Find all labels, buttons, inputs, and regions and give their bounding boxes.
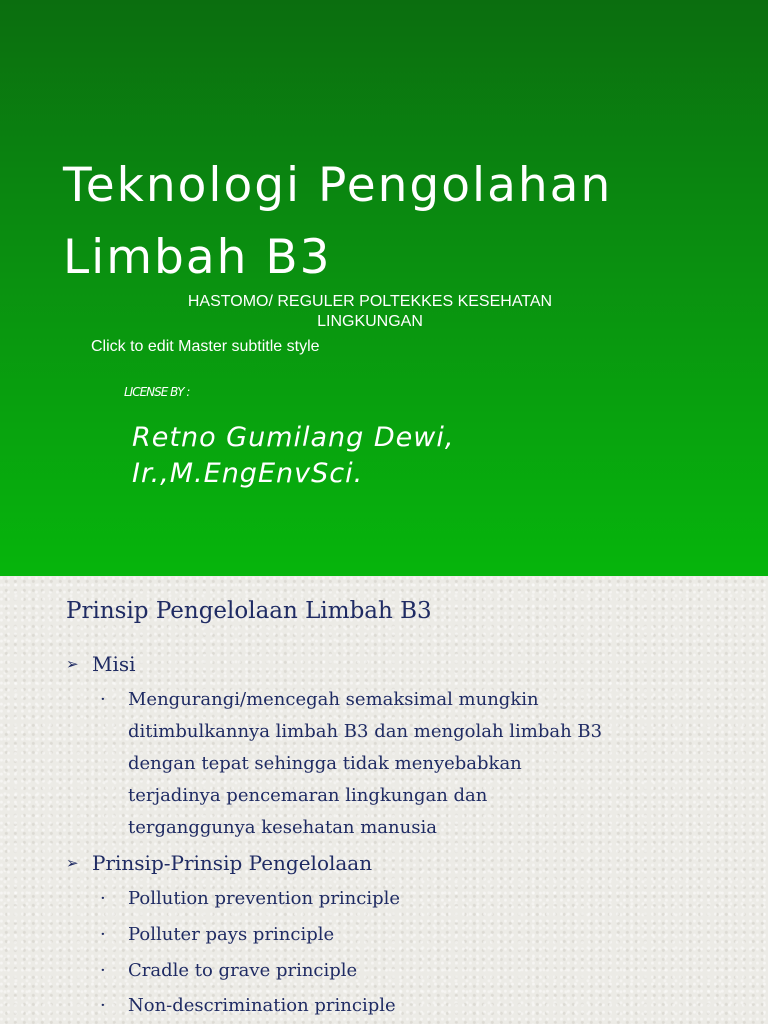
list-item bbox=[66, 648, 136, 680]
item-line: Non-descrimination principle bbox=[128, 995, 396, 1016]
content-slide bbox=[0, 576, 768, 1024]
list-item bbox=[100, 684, 740, 844]
section-heading: Misi bbox=[92, 652, 136, 676]
title-line-1: Teknologi Pengolahan bbox=[63, 158, 613, 213]
subtitle-line-2: LINGKUNGAN bbox=[317, 313, 423, 330]
item-line: dengan tepat sehingga tidak menyebabkan bbox=[128, 753, 522, 774]
item-line: Polluter pays principle bbox=[128, 924, 335, 945]
item-line: Cradle to grave principle bbox=[128, 960, 358, 981]
dot-bullet-icon: · bbox=[100, 689, 106, 710]
item-line: terganggunya kesehatan manusia bbox=[128, 817, 437, 838]
item-line: Mengurangi/mencegah semaksimal mungkin bbox=[128, 689, 539, 710]
item-line: Pollution prevention principle bbox=[128, 888, 401, 909]
arrow-bullet-icon: ➢ bbox=[66, 655, 79, 673]
list-item bbox=[100, 919, 740, 951]
title-line-2: Limbah B3 bbox=[63, 230, 332, 285]
license-label: LICENSE BY : bbox=[124, 385, 190, 399]
dot-bullet-icon: · bbox=[100, 888, 106, 909]
arrow-bullet-icon: ➢ bbox=[66, 854, 79, 872]
item-line: ditimbulkannya limbah B3 dan mengolah limbah B3 bbox=[128, 721, 603, 742]
author-line-2: Ir.,M.EngEnvSci. bbox=[132, 458, 364, 489]
dot-bullet-icon: · bbox=[100, 995, 106, 1016]
slide-title bbox=[63, 150, 743, 294]
dot-bullet-icon: · bbox=[100, 924, 106, 945]
dot-bullet-icon: · bbox=[100, 960, 106, 981]
item-line: terjadinya pencemaran lingkungan dan bbox=[128, 785, 488, 806]
subtitle-author-info bbox=[120, 292, 620, 332]
list-item bbox=[100, 883, 740, 915]
list-item bbox=[66, 847, 372, 879]
author-name bbox=[132, 420, 732, 492]
content-slide-title: Prinsip Pengelolaan Limbah B3 bbox=[66, 598, 432, 624]
author-line-1: Retno Gumilang Dewi, bbox=[132, 422, 455, 453]
subtitle-line-1: HASTOMO/ REGULER POLTEKKES KESEHATAN bbox=[187, 293, 553, 310]
list-item bbox=[100, 990, 740, 1022]
list-item bbox=[100, 955, 740, 987]
master-subtitle-placeholder[interactable]: Click to edit Master subtitle style bbox=[91, 338, 320, 355]
section-heading: Prinsip-Prinsip Pengelolaan bbox=[92, 851, 373, 875]
